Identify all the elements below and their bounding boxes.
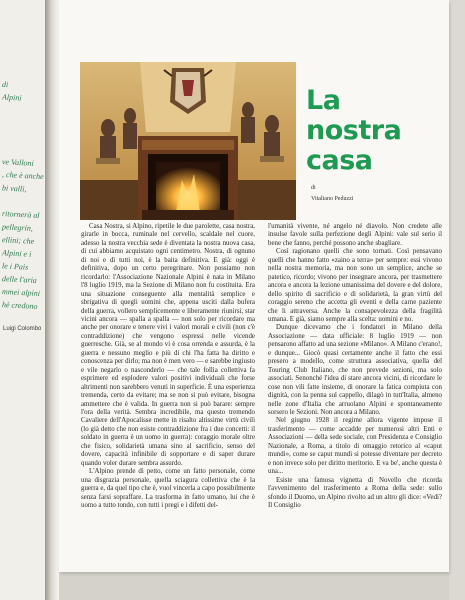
byline-author: Vitaliano Peduzzi [311,196,354,202]
facing-page-line: ve Valloni [1,157,34,168]
article-column-right [268,223,442,510]
paragraph: Così ragionano quelli che sono tornati. Così pensavano quelli che hanno fatto «zaino a terra» per sempre: essi vivono nella nostra memoria, ma non sono un semplice, anche se patetico, ricordo; vivono per insegnare ancora, per trasmettere ancora e ancora la lezione umanissima del dovere e del dolore, dello spirito di sacrificio e di solidarietà, la gran virtù del coraggio sereno che accetta gli eventi e della carne paziente che li attraversa. Anche la consapevolezza della fragilità umana. E già, siamo sempre alla scelta: uomini e no. [268,248,442,323]
byline-prefix: di [311,185,316,191]
byline [311,183,353,205]
title-line: La [306,85,341,116]
facing-page-line: ellini; che [1,235,35,246]
facing-page-line: ritornerà al [1,209,40,220]
facing-page-line: pellegrin, [1,222,34,233]
paragraph: Casa Nostra, si Alpino, ripetile le due parolette, casa nostra, girarle in bocca, ruminale nel cervello, scaldale nel cuore, adesso la nostra vecchia sede è diventata la nostra nuova casa, di cui abbiamo acquistato ogni centimetro. Nostra, di ognuno di noi e di tutti noi, è la baita definitiva. E già: oggi è definitiva, dopo un certo peregrinare. Non possiamo non ricordarlo: l'Associazione Nazionale Alpini è nata in Milano l'8 luglio 1919, ma la Sezione di Milano non fu costituita. Era una situazione conseguente alla mentalità semplice e sbrigativa di quegli uomini che, appena usciti dalla bufera della guerra, vollero semplicemente e liberamente riunirsi, star vicini ancora — spalla a spalla — non solo per ricordare ma anche per onorare e tenere vivi i valori morali e civili (non c'è contraddizione) che vengono espressi nelle vicende guerresche. Già, se al mondo vi è cosa orrenda e assurda, è la guerra e nessuno meglio e più di chi l'ha fatta ha diritto e conoscenza per dirlo; ma non è men vero — e sarebbe ingiusto e vile negarlo o nasconderlo — che tale follia collettiva fa esprimere ed esplodere valori positivi individuali che forse altrimenti non sarebbero venuti in superficie. È una esperienza tremenda, certo da evitare; ma se non si può evitare, bisogna ammettere che è valida. In guerra non si può barare: sempre l'ora della verità. Sembra incredibile, ma questo tremendo Cavaliere dell'Apocalisse mette in risalto altissime virtù civili (lo già detto che non esiste contraddizione fra i due concetti: il soldato in guerra è un uomo in guerra): coraggio morale oltre che fisico, solidarietà umana sino al sacrificio, senso del dovere, capacità infinibile di sopportare e di saper durare quando voler durare sembra assurdo. [81,223,255,467]
facing-page-author: Luigi Colombo [3,326,42,332]
facing-page-line: , che è anche [1,169,44,182]
facing-page-line: hè credono [1,300,38,311]
article-title [306,86,446,176]
paragraph: Nel giugno 1928 il regime allora vigente impose il trasferimento — come accadde per numerosi altri Enti e Associazioni — della sede sociale, con Presidenza e Consiglio Nazionale, a Roma, a titolo di omaggio retorico al «caput mundi», come se caput mundi si potesse diventare per decreto e non invece solo per diritto meritorio. E va be', anche questa è una... [268,417,442,476]
facing-page-line: delle l'aria [1,274,38,285]
paragraph: l'umanità vivente, né angelo né diavolo. Non credete alle insulse favole sulla perfezione degli Alpini: vale sul serio il bene che fanno, perché possono anche sbagliare. [268,223,442,247]
paragraph: Dunque dicevamo che i fondatori in Milano della Associazione — data ufficiale: 8 luglio 1919 — non pensarono affatto ad una sezione «Milano». A Milano c'erano!, e dunque... Giocò quasi certamente anche il fatto che essi presero a modello, come struttura associativa, quella del Touring Club Italiano, che non prevede sezioni, ma solo associati. Senonché l'idea di stare ancora vicini, di ricordare le cose non vili fatte insieme, di onorare la fatica compiuta con dignità, con la penna sul cappello, dilagò in tutt'Italia, almeno nelle zone d'Italia che arruolano Alpini e spontaneamente sorsero le Sezioni. Non ancora a Milano. [268,324,442,416]
page-edge [449,0,465,600]
facing-page-line: di [1,79,9,90]
paragraph: L'Alpino prende di petto, come un fatto personale, come una disgrazia personale, quella sciagura collettiva che è la guerra e, da quel tipo che è, vuol vincerla a capo possibilmente senza farsi sopraffare. La trasforma in fatto umano, lui che è uomo a tutto tondo, con tutti i pregi e i difetti del- [81,468,255,509]
facing-page [0,0,46,600]
facing-page-line: mmei alpini [1,287,41,298]
facing-page-line: bi valli, [1,183,27,194]
photo-fireplace [80,62,296,220]
paragraph: Esiste una famosa vignetta di Novello che ricorda l'avvenimento del trasferimento a Roma della sede: sullo sfondo il Duomo, un Alpino rivolto ad un altro gli dice: «Vedi? Il Consiglio [268,476,442,509]
title-line: casa [306,145,373,176]
facing-page-line: le i Pais [1,261,29,272]
facing-page-line: Alpini e i [1,248,32,259]
fireplace-photo-illustration [80,62,296,220]
title-line: nostra [306,115,402,146]
page-stack [59,572,465,600]
book-gutter [45,0,59,600]
facing-page-line: Alpini [1,92,22,103]
article-column-left [81,223,255,510]
